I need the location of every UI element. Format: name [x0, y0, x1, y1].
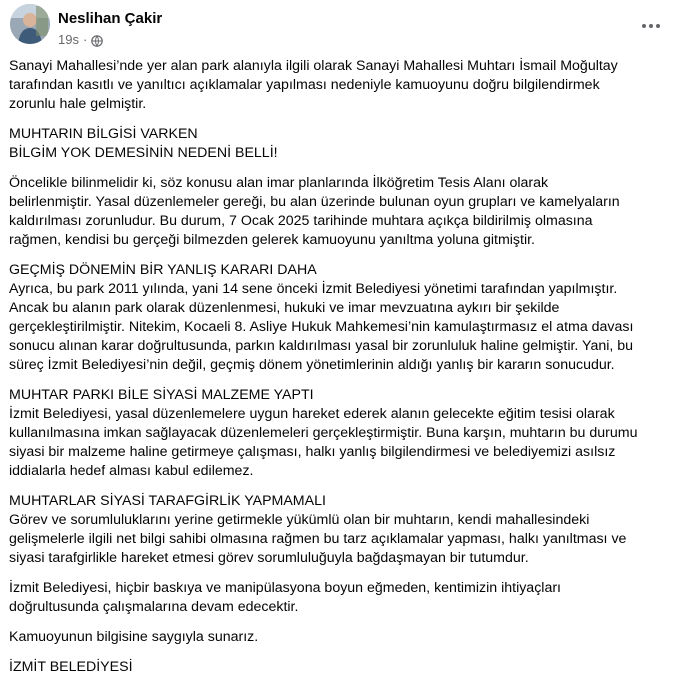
post-paragraph: İzmit Belediyesi, hiçbir baskıya ve manipülasyona boyun eğmeden, kentimizin ihtiyaçları doğrultusunda çalışmalarına devam edecektir. — [9, 580, 562, 615]
avatar[interactable] — [10, 4, 50, 44]
globe-icon — [91, 34, 103, 46]
post-paragraph: Öncelikle bilinmelidir ki, söz konusu alan imar planlarında İlköğretim Tesis Alanı olarak belirlenmiştir. Yasal düzenlemeler gereği, bu alan üzerinde bulunan oyun grupları ve kamelyaların kaldırılması zorunludur. Bu durum, 7 Ocak 2025 tarihinde muhtara açıkça bildirilmiş olmasına rağmen, kendisi bu gerçeği bilmezden gelerek kamuoyunu yanıltma yoluna gitmiştir. — [9, 175, 620, 248]
post-paragraph: Kamuoyunun bilgisine saygıyla sunarız. — [9, 629, 259, 645]
meta-separator: · — [82, 32, 88, 47]
post-paragraph: MUHTARIN BİLGİSİ VARKEN BİLGİM YOK DEMESİNİN NEDENİ BELLİ! — [9, 126, 278, 161]
post-paragraph: Sanayi Mahallesi’nde yer alan park alanıyla ilgili olarak Sanayi Mahallesi Muhtarı İsmail Moğultay tarafından kasıtlı ve yanıltıcı açıklamalar yapılması nedeniyle kamuoyunu doğru bilgilendirmek zorunlu hale gelmiştir. — [9, 58, 618, 112]
post-signature: İZMİT BELEDİYESİ — [9, 659, 133, 675]
author-name[interactable]: Neslihan Çakir — [58, 10, 163, 27]
avatar-photo-icon — [10, 4, 50, 44]
post-paragraph: MUHTAR PARKI BİLE SİYASİ MALZEME YAPTI İzmit Belediyesi, yasal düzenlemelere uygun hareket ederek alanın gelecekte eğitim tesisi olarak kullanılmasına imkan sağlayacak düzenlemeleri gerçekleştirmiştir. Buna karşın, muhtarın bu durumu siyasi bir malzeme haline getirmeye çalışması, halkı yanlış bilgilendirmesi ve belediyemizi asılsız iddialarla hedef alması kabul edilemez. — [9, 387, 638, 479]
post-paragraph: MUHTARLAR SİYASİ TARAFGİRLİK YAPMAMALI Görev ve sorumluluklarını yerine getirmekle yükümlü olan bir muhtarın, kendi mahallesindeki gelişmelerle ilgili net bilgi sahibi olmasına rağmen bu tarz açıklamalar yapması, halkı yanıltması ve siyasi tarafgirlikle hareket etmesi görev sorumluluğuyla bağdaşmayan bir tutumdur. — [9, 493, 627, 566]
post-body — [9, 57, 666, 688]
post-timestamp[interactable]: 19s — [58, 32, 79, 47]
post-meta — [58, 32, 103, 47]
post-header — [10, 4, 677, 52]
post-paragraph: GEÇMİŞ DÖNEMİN BİR YANLIŞ KARARI DAHA Ayrıca, bu park 2011 yılında, yani 14 sene önceki İzmit Belediyesi yönetimi tarafından yapılmıştır. Ancak bu alanın park olarak düzenlenmesi, hukuki ve imar mevzuatına aykırı bir şekilde gerçekleştirilmiştir. Nitekim, Kocaeli 8. Asliye Hukuk Mahkemesi’nin kamulaştırmasız el atma davası sonucu alınan karar doğrultusunda, parkın kaldırılması yasal bir zorunluluk haline gelmiştir. Yani, bu süreç İzmit Belediyesi’nin değil, geçmiş dönem yönetimlerinin aldığı yanlış bir kararın sonucudur. — [9, 262, 634, 373]
more-options-icon[interactable] — [639, 14, 663, 38]
